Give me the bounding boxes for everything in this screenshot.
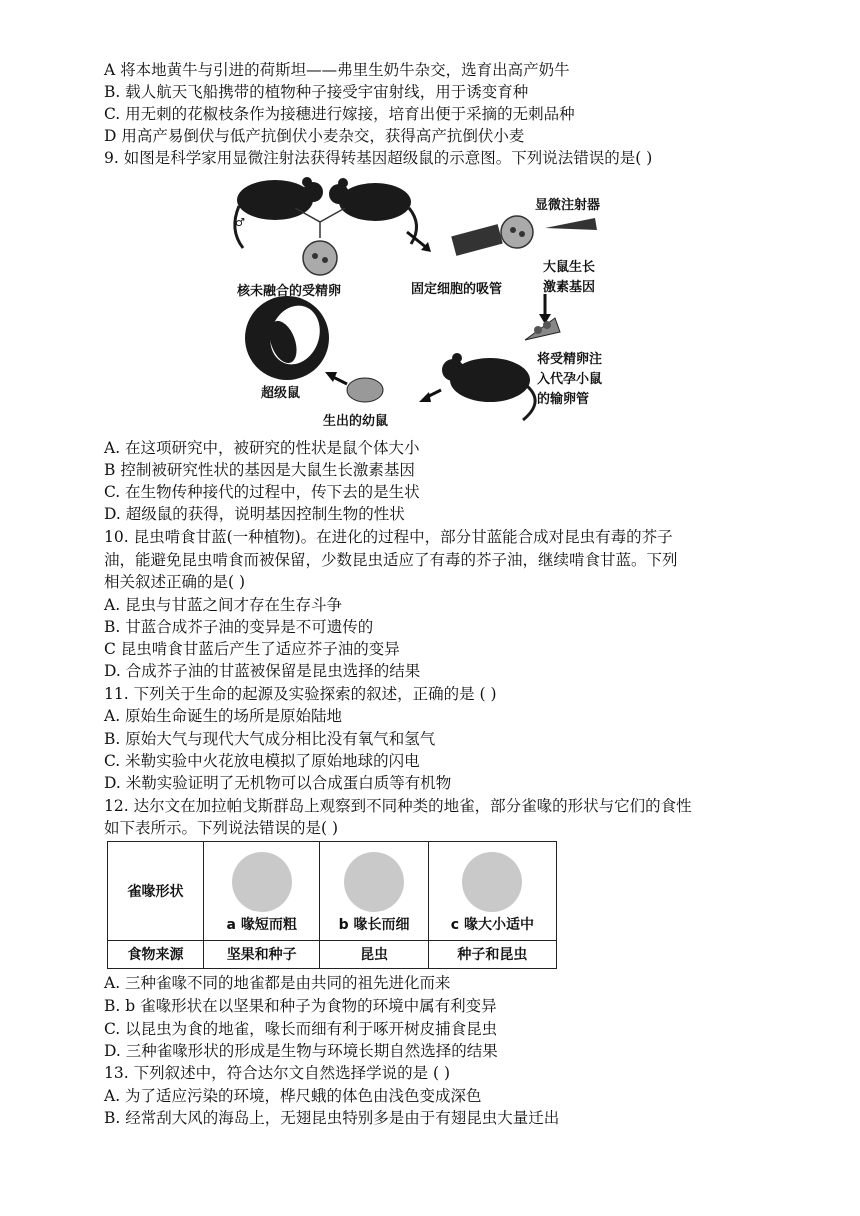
- male-symbol: ♂: [235, 216, 245, 229]
- q9-stem: 9. 如图是科学家用显微注射法获得转基因超级鼠的示意图。下列说法错误的是( ): [104, 149, 653, 167]
- q11-option-a: A. 原始生命诞生的场所是原始陆地: [104, 707, 343, 725]
- q10-option-d: D. 合成芥子油的甘蓝被保留是昆虫选择的结果: [104, 662, 421, 680]
- label-gene-line2: 激素基因: [543, 280, 596, 295]
- q10-option-c: C 昆虫啃食甘蓝后产生了适应芥子油的变异: [104, 640, 400, 658]
- q11-option-c: C. 米勒实验中火花放电模拟了原始地球的闪电: [104, 752, 420, 770]
- q10-stem-line1: 10. 昆虫啃食甘蓝(一种植物)。在进化的过程中，部分甘蓝能合成对昆虫有毒的芥子: [104, 528, 673, 546]
- q8-option-a: A 将本地黄牛与引进的荷斯坦——弗里生奶牛杂交，选育出高产奶牛: [104, 61, 570, 79]
- q9-option-a: A. 在这项研究中，被研究的性状是鼠个体大小: [104, 439, 420, 457]
- q13-option-b: B. 经常刮大风的海岛上，无翅昆虫特别多是由于有翅昆虫大量迁出: [104, 1109, 560, 1127]
- q11-stem: 11. 下列关于生命的起源及实验探索的叙述，正确的是 ( ): [104, 685, 497, 703]
- female-mouse-icon: [329, 178, 417, 244]
- q8-option-c: C. 用无刺的花椒枝条作为接穗进行嫁接，培育出便于采摘的无刺品种: [104, 105, 575, 123]
- beak-c-label: c 喙大小适中: [450, 916, 534, 933]
- q12-option-c: C. 以昆虫为食的地雀，喙长而细有利于啄开树皮捕食昆虫: [104, 1020, 498, 1038]
- q11-option-b: B. 原始大气与现代大气成分相比没有氧气和氢气: [104, 730, 436, 748]
- q12-stem-line1: 12. 达尔文在加拉帕戈斯群岛上观察到不同种类的地雀，部分雀喙的形状与它们的食性: [104, 797, 692, 815]
- beak-b-image: [344, 852, 404, 912]
- holding-pipette-icon: [451, 224, 503, 256]
- beak-shape-table: [107, 841, 557, 969]
- label-inject-line3: 的输卵管: [537, 392, 590, 407]
- q13-option-a: A. 为了适应污染的环境，桦尺蛾的体色由浅色变成深色: [104, 1087, 482, 1105]
- q13-stem: 13. 下列叙述中，符合达尔文自然选择学说的是 ( ): [104, 1064, 451, 1082]
- label-holding-pipette: 固定细胞的吸管: [411, 282, 503, 297]
- label-inject-line1: 将受精卵注: [537, 352, 603, 367]
- male-mouse-icon: [235, 177, 323, 248]
- micro-injector-icon: [545, 218, 597, 230]
- label-super-mouse: 超级鼠: [261, 386, 301, 401]
- q10-stem-line3: 相关叙述正确的是( ): [104, 573, 246, 591]
- q10-option-b: B. 甘蓝合成芥子油的变异是不可遗传的: [104, 618, 374, 636]
- q10-option-a: A. 昆虫与甘蓝之间才存在生存斗争: [104, 596, 343, 614]
- beak-a-image: [232, 852, 292, 912]
- q12-option-b: B. b 雀喙形状在以坚果和种子为食物的环境中属有利变异: [104, 997, 497, 1015]
- transgenic-mouse-diagram: [225, 170, 625, 432]
- q9-option-b: B 控制被研究性状的基因是大鼠生长激素基因: [104, 461, 415, 479]
- q12-option-d: D. 三种雀喙形状的形成是生物与环境长期自然选择的结果: [104, 1042, 498, 1060]
- beak-a-label: a 喙短而粗: [226, 916, 297, 933]
- beak-cell-a: [204, 842, 320, 941]
- table-header-food-source: 食物来源: [108, 940, 204, 968]
- table-header-beak-shape: 雀喙形状: [108, 842, 204, 941]
- q9-option-c: C. 在生物传种接代的过程中，传下去的是生状: [104, 483, 420, 501]
- q12-stem-line2: 如下表所示。下列说法错误的是( ): [104, 819, 339, 837]
- beak-c-image: [462, 852, 522, 912]
- q12-option-a: A. 三种雀喙不同的地雀都是由共同的祖先进化而来: [104, 974, 451, 992]
- beak-b-label: b 喙长而细: [338, 916, 410, 933]
- q8-option-d: D 用高产易倒伏与低产抗倒伏小麦杂交，获得高产抗倒伏小麦: [104, 127, 525, 145]
- beak-cell-b: [320, 842, 428, 941]
- label-inject-line2: 入代孕小鼠: [537, 372, 603, 387]
- q8-option-b: B. 载人航天飞船携带的植物种子接受宇宙射线，用于诱变育种: [104, 83, 529, 101]
- beak-cell-c: [428, 842, 556, 941]
- fertilized-egg-icon: [303, 241, 337, 275]
- label-micro-injector: 显微注射器: [535, 198, 601, 213]
- q11-option-d: D. 米勒实验证明了无机物可以合成蛋白质等有机物: [104, 774, 452, 792]
- label-fertilized-egg: 核未融合的受精卵: [237, 284, 342, 299]
- q9-option-d: D. 超级鼠的获得，说明基因控制生物的性状: [104, 505, 405, 523]
- surrogate-mouse-icon: [442, 353, 535, 420]
- label-baby-mouse: 生出的幼鼠: [323, 414, 389, 429]
- food-b: 昆虫: [320, 940, 428, 968]
- food-a: 坚果和种子: [204, 940, 320, 968]
- label-gene-line1: 大鼠生长: [543, 260, 596, 275]
- q10-stem-line2: 油，能避免昆虫啃食而被保留，少数昆虫适应了有毒的芥子油，继续啃食甘蓝。下列: [104, 551, 678, 569]
- baby-mouse-icon: [347, 378, 383, 402]
- food-c: 种子和昆虫: [428, 940, 556, 968]
